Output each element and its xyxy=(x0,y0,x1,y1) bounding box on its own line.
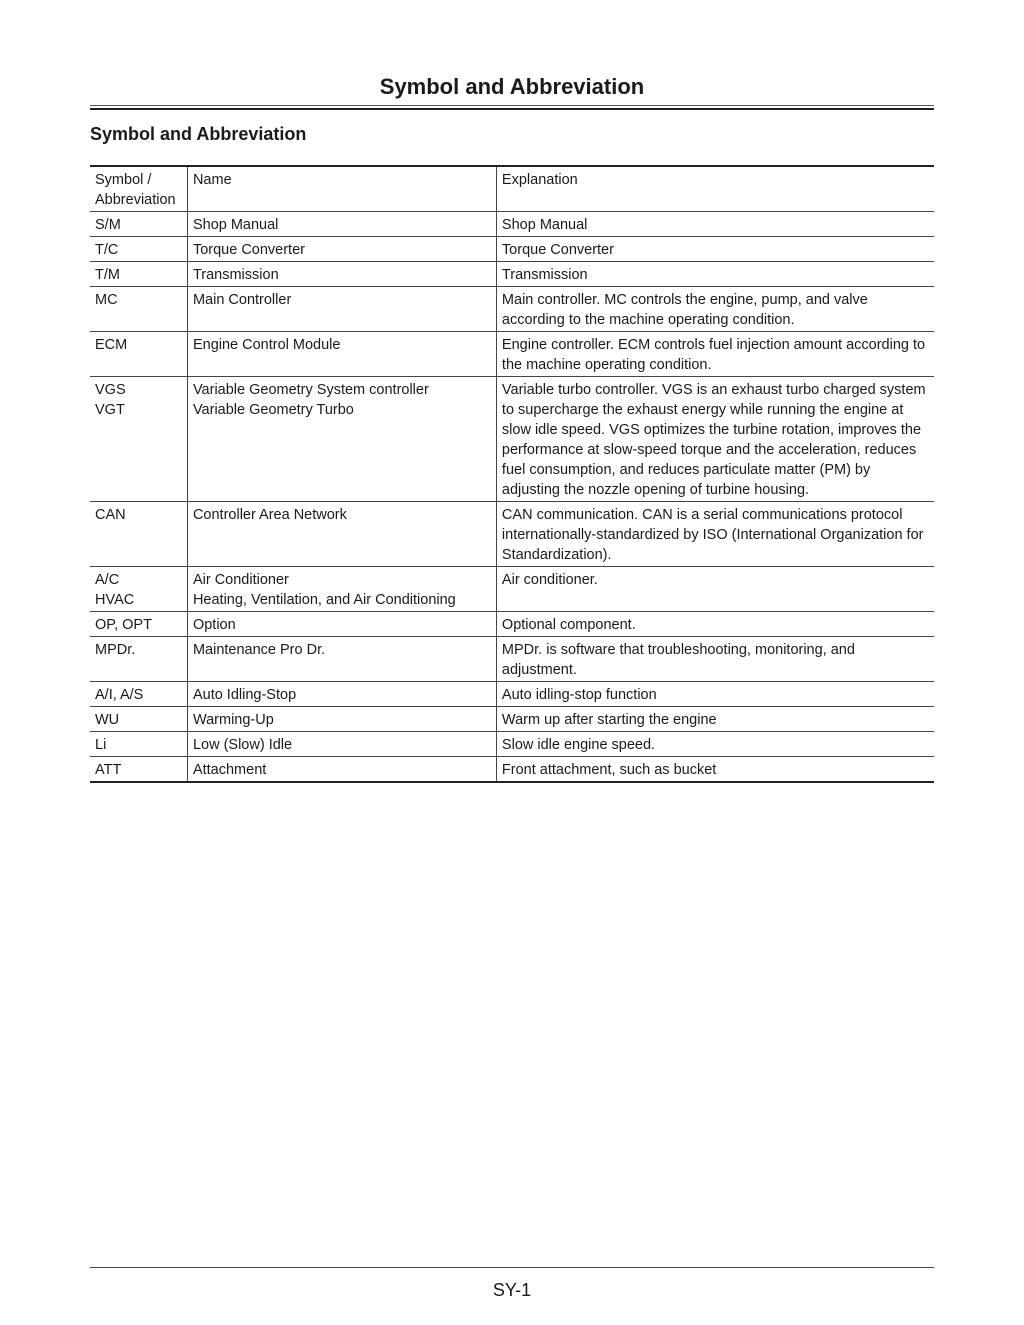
cell-explanation: Torque Converter xyxy=(496,237,934,262)
cell-explanation: Optional component. xyxy=(496,612,934,637)
symbol-text: VGS xyxy=(95,382,126,398)
cell-explanation: Shop Manual xyxy=(496,212,934,237)
page-title: Symbol and Abbreviation xyxy=(379,74,645,99)
symbol-text: Li xyxy=(95,737,107,753)
name-text: Maintenance Pro Dr. xyxy=(192,642,326,658)
name-text: Main Controller xyxy=(192,292,292,308)
cell-explanation: Engine controller. ECM controls fuel injection amount according to the machine operating condition. xyxy=(496,332,934,377)
table-row xyxy=(90,757,934,783)
table-row xyxy=(90,567,934,612)
table-row xyxy=(90,212,934,237)
name-text: Warming-Up xyxy=(192,712,274,728)
symbol-text: T/M xyxy=(95,267,120,283)
cell-name xyxy=(187,287,496,332)
symbol-text: CAN xyxy=(95,507,126,523)
name-text: Variable Geometry System controller xyxy=(192,382,429,398)
header-name: Name xyxy=(187,166,496,212)
cell-explanation: CAN communication. CAN is a serial communications protocol internationally-standardized by ISO (International Organization for Standardization). xyxy=(496,502,934,567)
table-row xyxy=(90,237,934,262)
table-row xyxy=(90,637,934,682)
cell-explanation: MPDr. is software that troubleshooting, monitoring, and adjustment. xyxy=(496,637,934,682)
cell-symbol xyxy=(90,612,187,637)
symbol-text: T/C xyxy=(95,242,119,258)
name-text: Transmission xyxy=(192,267,279,283)
cell-name xyxy=(187,732,496,757)
header-symbol-line: Abbreviation xyxy=(95,192,176,208)
symbol-text: OP, OPT xyxy=(95,617,152,633)
name-text: Option xyxy=(192,617,236,633)
cell-name xyxy=(187,332,496,377)
table-row xyxy=(90,612,934,637)
name-text: Controller Area Network xyxy=(192,507,347,523)
cell-name xyxy=(187,637,496,682)
cell-symbol xyxy=(90,287,187,332)
section-title: Symbol and Abbreviation xyxy=(90,124,307,144)
name-text: Variable Geometry Turbo xyxy=(192,402,354,418)
cell-name xyxy=(187,707,496,732)
name-text: Auto Idling-Stop xyxy=(192,687,297,703)
table-row xyxy=(90,732,934,757)
table-body xyxy=(90,166,934,782)
name-text: Engine Control Module xyxy=(192,337,341,353)
title-divider xyxy=(90,105,934,110)
table-row xyxy=(90,262,934,287)
name-text: Shop Manual xyxy=(192,217,279,233)
symbol-text: ATT xyxy=(95,762,122,778)
cell-name xyxy=(187,757,496,783)
symbol-text: VGT xyxy=(95,402,125,418)
abbreviation-table xyxy=(90,165,934,783)
cell-name xyxy=(187,567,496,612)
symbol-text: A/C xyxy=(95,572,120,588)
cell-symbol xyxy=(90,502,187,567)
name-text: Air Conditioner xyxy=(192,572,289,588)
header-symbol-line: Symbol / xyxy=(95,172,152,188)
cell-explanation: Transmission xyxy=(496,262,934,287)
cell-symbol xyxy=(90,637,187,682)
cell-name xyxy=(187,377,496,502)
cell-symbol xyxy=(90,707,187,732)
symbol-text: MPDr. xyxy=(95,642,136,658)
table-row xyxy=(90,682,934,707)
name-text: Heating, Ventilation, and Air Conditioning xyxy=(192,592,456,608)
cell-symbol xyxy=(90,682,187,707)
cell-explanation: Air conditioner. xyxy=(496,567,934,612)
cell-symbol xyxy=(90,262,187,287)
name-text: Low (Slow) Idle xyxy=(192,737,293,753)
page-number: SY-1 xyxy=(492,1280,532,1300)
table-row xyxy=(90,707,934,732)
cell-name xyxy=(187,502,496,567)
table-row xyxy=(90,377,934,502)
cell-symbol xyxy=(90,332,187,377)
header-explanation: Explanation xyxy=(496,166,934,212)
cell-name xyxy=(187,682,496,707)
cell-symbol xyxy=(90,732,187,757)
cell-explanation: Slow idle engine speed. xyxy=(496,732,934,757)
cell-explanation: Auto idling-stop function xyxy=(496,682,934,707)
cell-explanation: Main controller. MC controls the engine, pump, and valve according to the machine operating condition. xyxy=(496,287,934,332)
symbol-text: S/M xyxy=(95,217,121,233)
cell-name xyxy=(187,237,496,262)
symbol-text: A/I, A/S xyxy=(95,687,144,703)
symbol-text: MC xyxy=(95,292,118,308)
cell-explanation: Warm up after starting the engine xyxy=(496,707,934,732)
name-text: Torque Converter xyxy=(192,242,305,258)
table-row xyxy=(90,332,934,377)
header-symbol xyxy=(90,166,187,212)
cell-name xyxy=(187,212,496,237)
cell-symbol xyxy=(90,212,187,237)
cell-name xyxy=(187,262,496,287)
name-text: Attachment xyxy=(192,762,267,778)
table-header-row xyxy=(90,166,934,212)
symbol-text: HVAC xyxy=(95,592,135,608)
footer-divider xyxy=(90,1267,934,1268)
cell-symbol xyxy=(90,237,187,262)
cell-name xyxy=(187,612,496,637)
symbol-text: WU xyxy=(95,712,120,728)
symbol-text: ECM xyxy=(95,337,128,353)
table-row xyxy=(90,502,934,567)
cell-explanation: Variable turbo controller. VGS is an exhaust turbo charged system to supercharge the exhaust energy while running the engine at slow idle speed. VGS optimizes the turbine rotation, improves the performance at slow-speed torque and the acceleration, reduces fuel consumption, and reduces particulate matter (PM) by adjusting the nozzle opening of turbine housing. xyxy=(496,377,934,502)
table-row xyxy=(90,287,934,332)
cell-symbol xyxy=(90,377,187,502)
cell-symbol xyxy=(90,567,187,612)
cell-explanation: Front attachment, such as bucket xyxy=(496,757,934,783)
cell-symbol xyxy=(90,757,187,783)
